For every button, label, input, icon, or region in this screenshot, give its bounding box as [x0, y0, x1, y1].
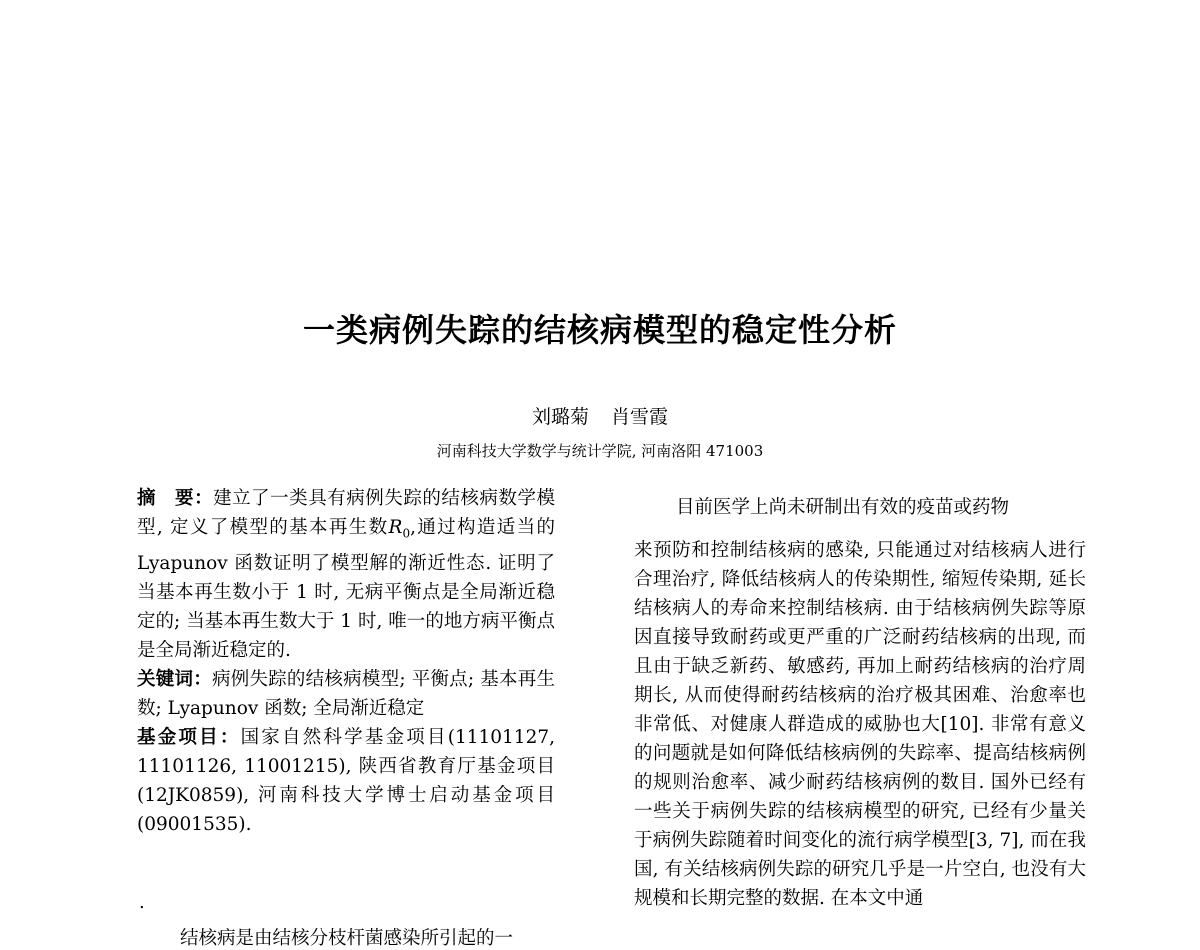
author-list — [0, 402, 1200, 429]
abstract-text-after: ,通过构造适当的 Lyapunov 函数证明了模型解的渐近性态. 证明了当基本再生数小于 1 时, 无病平衡点是全局渐近稳定的; 当基本再生数大于 1 时, 唯一的地方病平衡点是全局渐近稳定的. — [137, 517, 556, 661]
intro-text-partial: 结核病是由结核分枝杆菌感染所引起的一 — [180, 928, 514, 949]
keywords — [137, 665, 555, 723]
r0-symbol — [388, 517, 411, 541]
affiliation: 河南科技大学数学与统计学院, 河南洛阳 471003 — [436, 442, 764, 460]
keywords-text: 病例失踪的结核病模型; 平衡点; 基本再生数; Lyapunov 函数; 全局渐近稳定 — [137, 668, 555, 719]
keywords-label: 关键词： — [137, 668, 212, 690]
funding-label: 基金项目： — [137, 726, 241, 748]
author-name: 刘璐菊 — [531, 406, 589, 428]
right-column-body: 来预防和控制结核病的感染, 只能通过对结核病人进行合理治疗, 降低结核病人的传染期性, 缩短传染期, 延长结核病人的寿命来控制结核病. 由于结核病例失踪等原因直接导致耐药或更严重的广泛耐药结核病的出现, 而且由于缺乏新药、敏感药, 再加上耐药结核病的治疗周期长, 从而使得耐药结核病的治疗极其困难、治愈率也非常低、对健康人群造成的威胁也大[10]. 非常有意义的问题就是如何降低结核病例的失踪率、提高结核病例的规则治愈率、减少耐药结核病例的数目. 国外已经有一些关于病例失踪的结核病模型的研究, 已经有少量关于病例失踪随着时间变化的流行病学模型[3, 7], 而在我国, 有关结核病例失踪的研究几乎是一片空白, 也没有大规模和长期完整的数据. 在本文中通 — [634, 540, 1086, 909]
r0-subscript: 0 — [402, 526, 411, 541]
funding — [137, 723, 555, 839]
abstract-label: 摘 要： — [137, 488, 214, 509]
abstract-text-before: 建立了一类具有病例失踪的结核病数学模型, 定义了模型的基本再生数 — [137, 488, 555, 538]
right-column-lead: 目前医学上尚未研制出有效的疫苗或药物 — [676, 497, 1010, 518]
abstract — [137, 484, 555, 665]
author-name: 肖雪霞 — [611, 406, 669, 428]
stray-dot: . — [139, 892, 145, 913]
left-column — [137, 484, 555, 839]
r0-letter: R — [388, 517, 403, 538]
paper-title: 一类病例失踪的结核病模型的稳定性分析 — [302, 311, 897, 349]
funding-text: 国家自然科学基金项目(11101127, 11101126, 11001215), 陕西省教育厅基金项目(12JK0859), 河南科技大学博士启动基金项目(09001535). — [137, 726, 555, 835]
